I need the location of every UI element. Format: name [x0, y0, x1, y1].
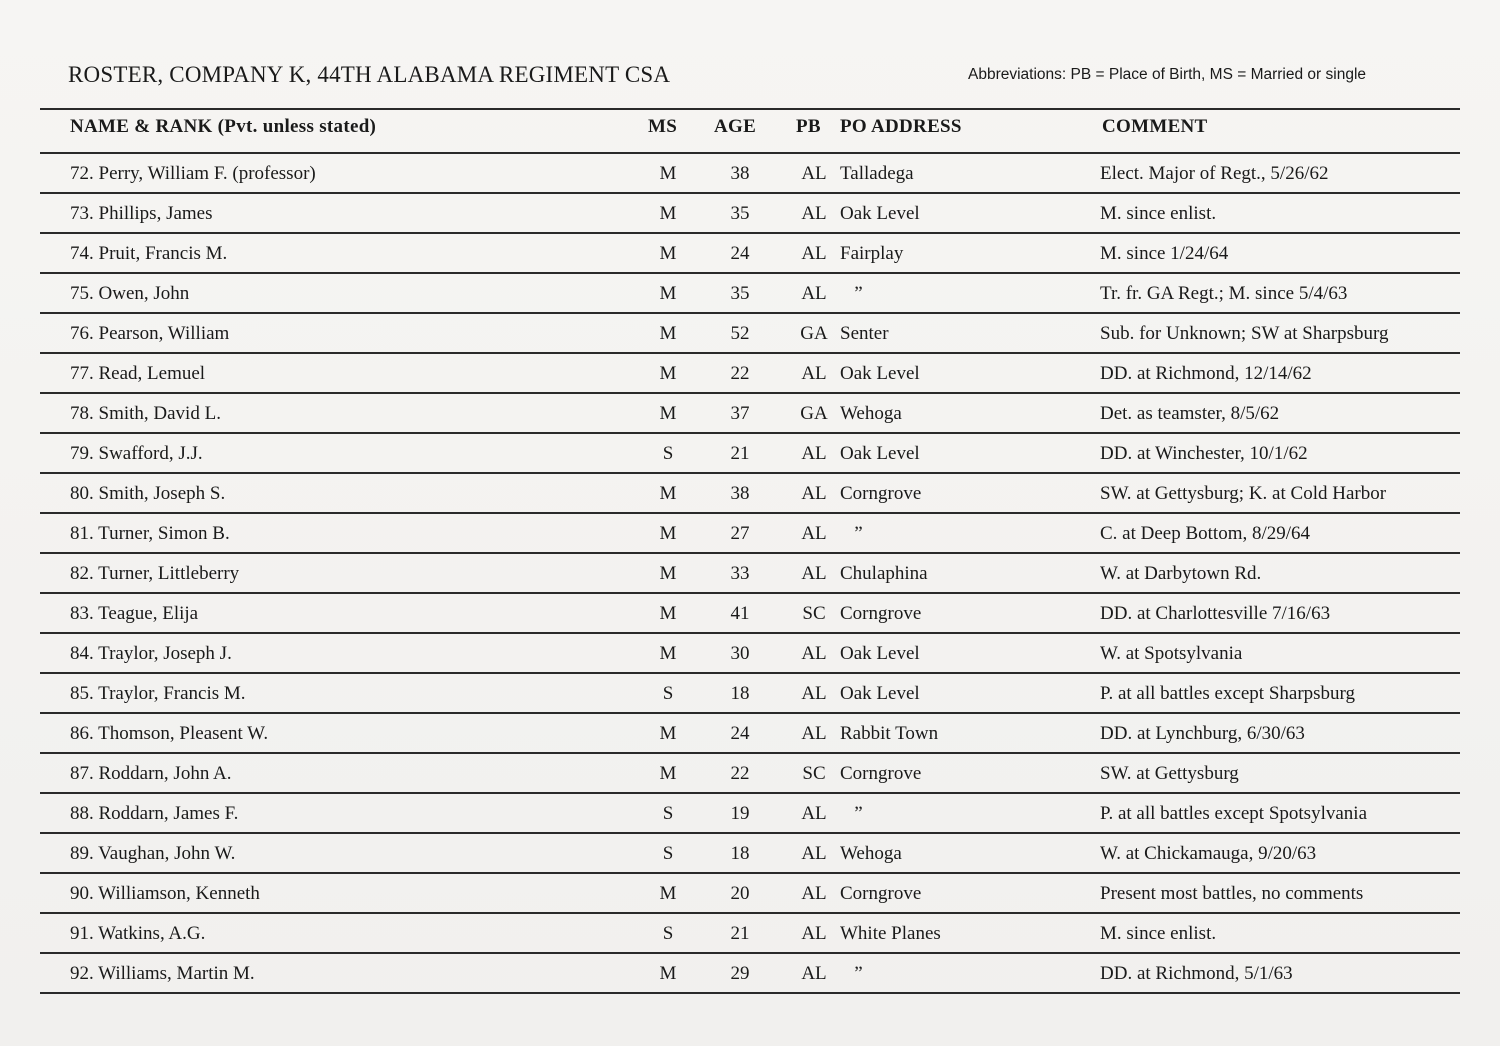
row-po-address: Oak Level: [840, 203, 920, 224]
table-row: [40, 674, 1460, 714]
row-age: 38: [730, 163, 750, 184]
row-name: 85. Traylor, Francis M.: [70, 683, 246, 704]
row-marital-status: M: [659, 203, 677, 224]
table-row: [40, 874, 1460, 914]
row-place-of-birth: AL: [801, 523, 827, 544]
row-name: 84. Traylor, Joseph J.: [70, 643, 232, 664]
row-marital-status: M: [659, 643, 677, 664]
row-age: 24: [730, 243, 750, 264]
row-name: 91. Watkins, A.G.: [70, 923, 206, 944]
row-comment: DD. at Charlottesville 7/16/63: [1100, 603, 1331, 624]
row-comment: C. at Deep Bottom, 8/29/64: [1100, 523, 1311, 544]
row-po-address: Oak Level: [840, 683, 920, 704]
row-age: 22: [730, 763, 750, 784]
row-name: 86. Thomson, Pleasent W.: [70, 723, 269, 744]
row-comment: M. since 1/24/64: [1100, 243, 1229, 264]
row-comment: DD. at Winchester, 10/1/62: [1100, 443, 1308, 464]
row-age: 52: [730, 323, 750, 344]
row-comment: P. at all battles except Sharpsburg: [1100, 683, 1356, 704]
row-po-address: Rabbit Town: [840, 723, 939, 744]
row-place-of-birth: AL: [801, 483, 827, 504]
table-row: [40, 354, 1460, 394]
row-name: 72. Perry, William F. (professor): [70, 163, 316, 184]
page-title: ROSTER, COMPANY K, 44TH ALABAMA REGIMENT CSA: [68, 62, 671, 87]
row-marital-status: M: [659, 883, 677, 904]
row-name: 78. Smith, David L.: [70, 403, 221, 424]
table-row: [40, 714, 1460, 754]
row-place-of-birth: AL: [801, 923, 827, 944]
row-name: 75. Owen, John: [70, 283, 190, 304]
row-marital-status: M: [659, 723, 677, 744]
header-age: AGE: [714, 116, 757, 137]
row-marital-status: M: [659, 323, 677, 344]
row-place-of-birth: AL: [801, 203, 827, 224]
row-po-address: Corngrove: [840, 883, 922, 904]
table-row: [40, 754, 1460, 794]
row-marital-status: M: [659, 163, 677, 184]
row-marital-status: M: [659, 483, 677, 504]
row-place-of-birth: AL: [801, 723, 827, 744]
row-comment: W. at Spotsylvania: [1100, 643, 1243, 664]
row-age: 19: [730, 803, 750, 824]
row-place-of-birth: AL: [801, 683, 827, 704]
row-comment: SW. at Gettysburg; K. at Cold Harbor: [1100, 483, 1387, 504]
row-po-address: ”: [840, 803, 863, 824]
row-po-address: Corngrove: [840, 603, 922, 624]
row-place-of-birth: AL: [801, 363, 827, 384]
row-po-address: Senter: [840, 323, 889, 344]
row-comment: Det. as teamster, 8/5/62: [1100, 403, 1280, 424]
row-name: 90. Williamson, Kenneth: [70, 883, 260, 904]
row-age: 35: [730, 283, 750, 304]
row-comment: W. at Chickamauga, 9/20/63: [1100, 843, 1317, 864]
row-comment: M. since enlist.: [1100, 203, 1217, 224]
row-place-of-birth: AL: [801, 163, 827, 184]
row-marital-status: S: [662, 843, 674, 864]
header-name: NAME & RANK (Pvt. unless stated): [70, 116, 377, 137]
table-row: [40, 434, 1460, 474]
row-po-address: ”: [840, 523, 863, 544]
row-age: 21: [730, 923, 750, 944]
row-name: 82. Turner, Littleberry: [70, 563, 240, 584]
row-po-address: Oak Level: [840, 443, 920, 464]
row-comment: P. at all battles except Spotsylvania: [1100, 803, 1368, 824]
table-row: [40, 954, 1460, 994]
row-name: 77. Read, Lemuel: [70, 363, 206, 384]
table-row: [40, 594, 1460, 634]
row-place-of-birth: GA: [800, 323, 828, 344]
row-po-address: Corngrove: [840, 483, 922, 504]
row-age: 22: [730, 363, 750, 384]
row-name: 81. Turner, Simon B.: [70, 523, 230, 544]
row-age: 37: [730, 403, 750, 424]
row-name: 80. Smith, Joseph S.: [70, 483, 226, 504]
row-place-of-birth: AL: [801, 883, 827, 904]
row-age: 29: [730, 963, 750, 984]
row-marital-status: M: [659, 243, 677, 264]
row-age: 27: [730, 523, 750, 544]
row-marital-status: S: [662, 803, 674, 824]
row-marital-status: M: [659, 363, 677, 384]
row-comment: DD. at Richmond, 5/1/63: [1100, 963, 1293, 984]
row-name: 76. Pearson, William: [70, 323, 230, 344]
row-comment: DD. at Lynchburg, 6/30/63: [1100, 723, 1305, 744]
row-place-of-birth: AL: [801, 843, 827, 864]
row-place-of-birth: SC: [802, 763, 826, 784]
row-age: 18: [730, 683, 750, 704]
row-marital-status: M: [659, 523, 677, 544]
table-row: [40, 914, 1460, 954]
row-place-of-birth: AL: [801, 283, 827, 304]
row-name: 79. Swafford, J.J.: [70, 443, 203, 464]
row-name: 74. Pruit, Francis M.: [70, 243, 228, 264]
header-ms: MS: [648, 116, 678, 137]
row-po-address: Fairplay: [840, 243, 904, 264]
row-place-of-birth: AL: [801, 563, 827, 584]
row-name: 83. Teague, Elija: [70, 603, 199, 624]
row-comment: Sub. for Unknown; SW at Sharpsburg: [1100, 323, 1389, 344]
row-comment: Tr. fr. GA Regt.; M. since 5/4/63: [1100, 283, 1348, 304]
row-place-of-birth: GA: [800, 403, 828, 424]
header-po-address: PO ADDRESS: [840, 116, 962, 137]
roster-table: [40, 108, 1460, 994]
row-place-of-birth: AL: [801, 443, 827, 464]
row-age: 38: [730, 483, 750, 504]
row-place-of-birth: SC: [802, 603, 826, 624]
table-body: [40, 154, 1460, 994]
row-marital-status: S: [662, 923, 674, 944]
row-po-address: Oak Level: [840, 643, 920, 664]
row-name: 73. Phillips, James: [70, 203, 213, 224]
table-row: [40, 794, 1460, 834]
table-row: [40, 834, 1460, 874]
row-marital-status: M: [659, 403, 677, 424]
row-age: 18: [730, 843, 750, 864]
table-row: [40, 274, 1460, 314]
row-name: 87. Roddarn, John A.: [70, 763, 232, 784]
row-place-of-birth: AL: [801, 803, 827, 824]
row-po-address: Wehoga: [840, 843, 902, 864]
row-marital-status: S: [662, 443, 674, 464]
table-row: [40, 314, 1460, 354]
row-marital-status: M: [659, 603, 677, 624]
row-po-address: Corngrove: [840, 763, 922, 784]
table-row: [40, 554, 1460, 594]
row-age: 41: [730, 603, 750, 624]
row-age: 33: [730, 563, 750, 584]
row-name: 89. Vaughan, John W.: [70, 843, 236, 864]
row-name: 88. Roddarn, James F.: [70, 803, 239, 824]
row-po-address: White Planes: [840, 923, 941, 944]
row-comment: DD. at Richmond, 12/14/62: [1100, 363, 1312, 384]
row-age: 35: [730, 203, 750, 224]
row-age: 21: [730, 443, 750, 464]
row-name: 92. Williams, Martin M.: [70, 963, 255, 984]
row-marital-status: M: [659, 763, 677, 784]
row-marital-status: M: [659, 563, 677, 584]
table-row: [40, 194, 1460, 234]
row-po-address: Talladega: [840, 163, 914, 184]
abbreviations-note: Abbreviations: PB = Place of Birth, MS = Married or single: [968, 66, 1367, 83]
table-row: [40, 514, 1460, 554]
row-place-of-birth: AL: [801, 643, 827, 664]
header-pb: PB: [796, 116, 821, 137]
row-place-of-birth: AL: [801, 243, 827, 264]
row-comment: M. since enlist.: [1100, 923, 1217, 944]
table-row: [40, 154, 1460, 194]
row-po-address: ”: [840, 283, 863, 304]
row-age: 20: [730, 883, 750, 904]
row-age: 24: [730, 723, 750, 744]
row-marital-status: M: [659, 963, 677, 984]
row-po-address: ”: [840, 963, 863, 984]
table-row: [40, 394, 1460, 434]
row-age: 30: [730, 643, 750, 664]
row-comment: W. at Darbytown Rd.: [1100, 563, 1262, 584]
row-comment: Present most battles, no comments: [1100, 883, 1364, 904]
row-comment: SW. at Gettysburg: [1100, 763, 1239, 784]
row-po-address: Wehoga: [840, 403, 902, 424]
row-po-address: Oak Level: [840, 363, 920, 384]
row-po-address: Chulaphina: [840, 563, 928, 584]
row-comment: Elect. Major of Regt., 5/26/62: [1100, 163, 1329, 184]
table-row: [40, 634, 1460, 674]
row-marital-status: S: [662, 683, 674, 704]
row-marital-status: M: [659, 283, 677, 304]
row-place-of-birth: AL: [801, 963, 827, 984]
table-row: [40, 474, 1460, 514]
table-header: [40, 108, 1460, 154]
table-row: [40, 234, 1460, 274]
header-comment: COMMENT: [1102, 116, 1208, 137]
